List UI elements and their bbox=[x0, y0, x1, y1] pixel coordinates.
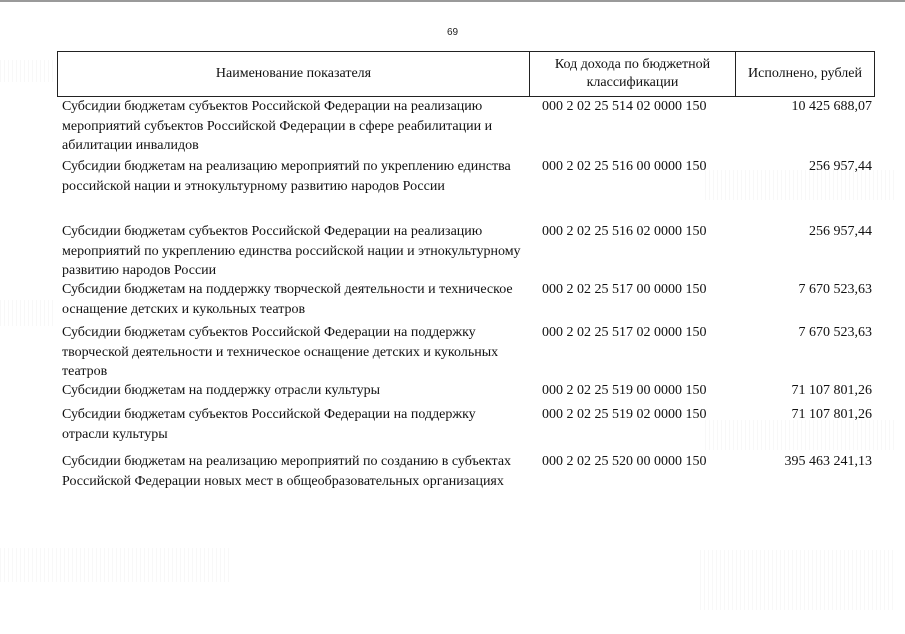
row-code: 000 2 02 25 517 00 0000 150 bbox=[542, 282, 707, 297]
row-name: Субсидии бюджетам субъектов Российской Федерации на реализацию мероприятий субъектов Российской Федерации в сфере реабилитации и абилитации инвалидов bbox=[62, 99, 493, 153]
row-code: 000 2 02 25 514 02 0000 150 bbox=[542, 99, 707, 114]
row-sum: 256 957,44 bbox=[809, 224, 872, 239]
row-name: Субсидии бюджетам на реализацию мероприятий по укреплению единства российской нации и этнокультурному развитию народов России bbox=[62, 159, 511, 194]
row-sum: 10 425 688,07 bbox=[791, 99, 872, 114]
scan-noise bbox=[700, 550, 895, 610]
row-code: 000 2 02 25 519 02 0000 150 bbox=[542, 407, 707, 422]
row-sum: 395 463 241,13 bbox=[784, 454, 872, 469]
scan-noise bbox=[0, 60, 55, 82]
page-number: 69 bbox=[446, 27, 459, 38]
row-sum: 71 107 801,26 bbox=[791, 383, 872, 398]
row-code: 000 2 02 25 519 00 0000 150 bbox=[542, 383, 707, 398]
scan-noise bbox=[705, 420, 895, 450]
row-sum: 7 670 523,63 bbox=[798, 282, 872, 297]
table-header bbox=[57, 51, 875, 97]
row-name: Субсидии бюджетам субъектов Российской Федерации на реализацию мероприятий по укреплению единства российской нации и этнокультурному развитию народов России bbox=[62, 224, 521, 278]
row-sum: 256 957,44 bbox=[809, 159, 872, 174]
row-code: 000 2 02 25 516 00 0000 150 bbox=[542, 159, 707, 174]
row-code: 000 2 02 25 516 02 0000 150 bbox=[542, 224, 707, 239]
row-name: Субсидии бюджетам субъектов Российской Федерации на поддержку отрасли культуры bbox=[62, 407, 476, 442]
scan-noise bbox=[705, 170, 895, 200]
row-name: Субсидии бюджетам на реализацию мероприятий по созданию в субъектах Российской Федерации новых мест в общеобразовательных организациях bbox=[62, 454, 512, 489]
column-header-sum: Исполнено, рублей bbox=[748, 66, 862, 81]
scan-noise bbox=[0, 300, 55, 326]
column-header-code: Код дохода по бюджетной классификации bbox=[530, 52, 736, 96]
row-code: 000 2 02 25 517 02 0000 150 bbox=[542, 325, 707, 340]
scan-noise bbox=[0, 548, 230, 582]
row-name: Субсидии бюджетам на поддержку отрасли культуры bbox=[62, 383, 381, 398]
row-name: Субсидии бюджетам субъектов Российской Федерации на поддержку творческой деятельности и техническое оснащение детских и кукольных театров bbox=[62, 325, 499, 379]
row-code: 000 2 02 25 520 00 0000 150 bbox=[542, 454, 707, 469]
row-sum: 71 107 801,26 bbox=[791, 407, 872, 422]
scan-top-edge bbox=[0, 0, 905, 2]
row-sum: 7 670 523,63 bbox=[798, 325, 872, 340]
row-name: Субсидии бюджетам на поддержку творческой деятельности и техническое оснащение детских и кукольных театров bbox=[62, 282, 513, 317]
column-header-name: Наименование показателя bbox=[58, 52, 530, 96]
